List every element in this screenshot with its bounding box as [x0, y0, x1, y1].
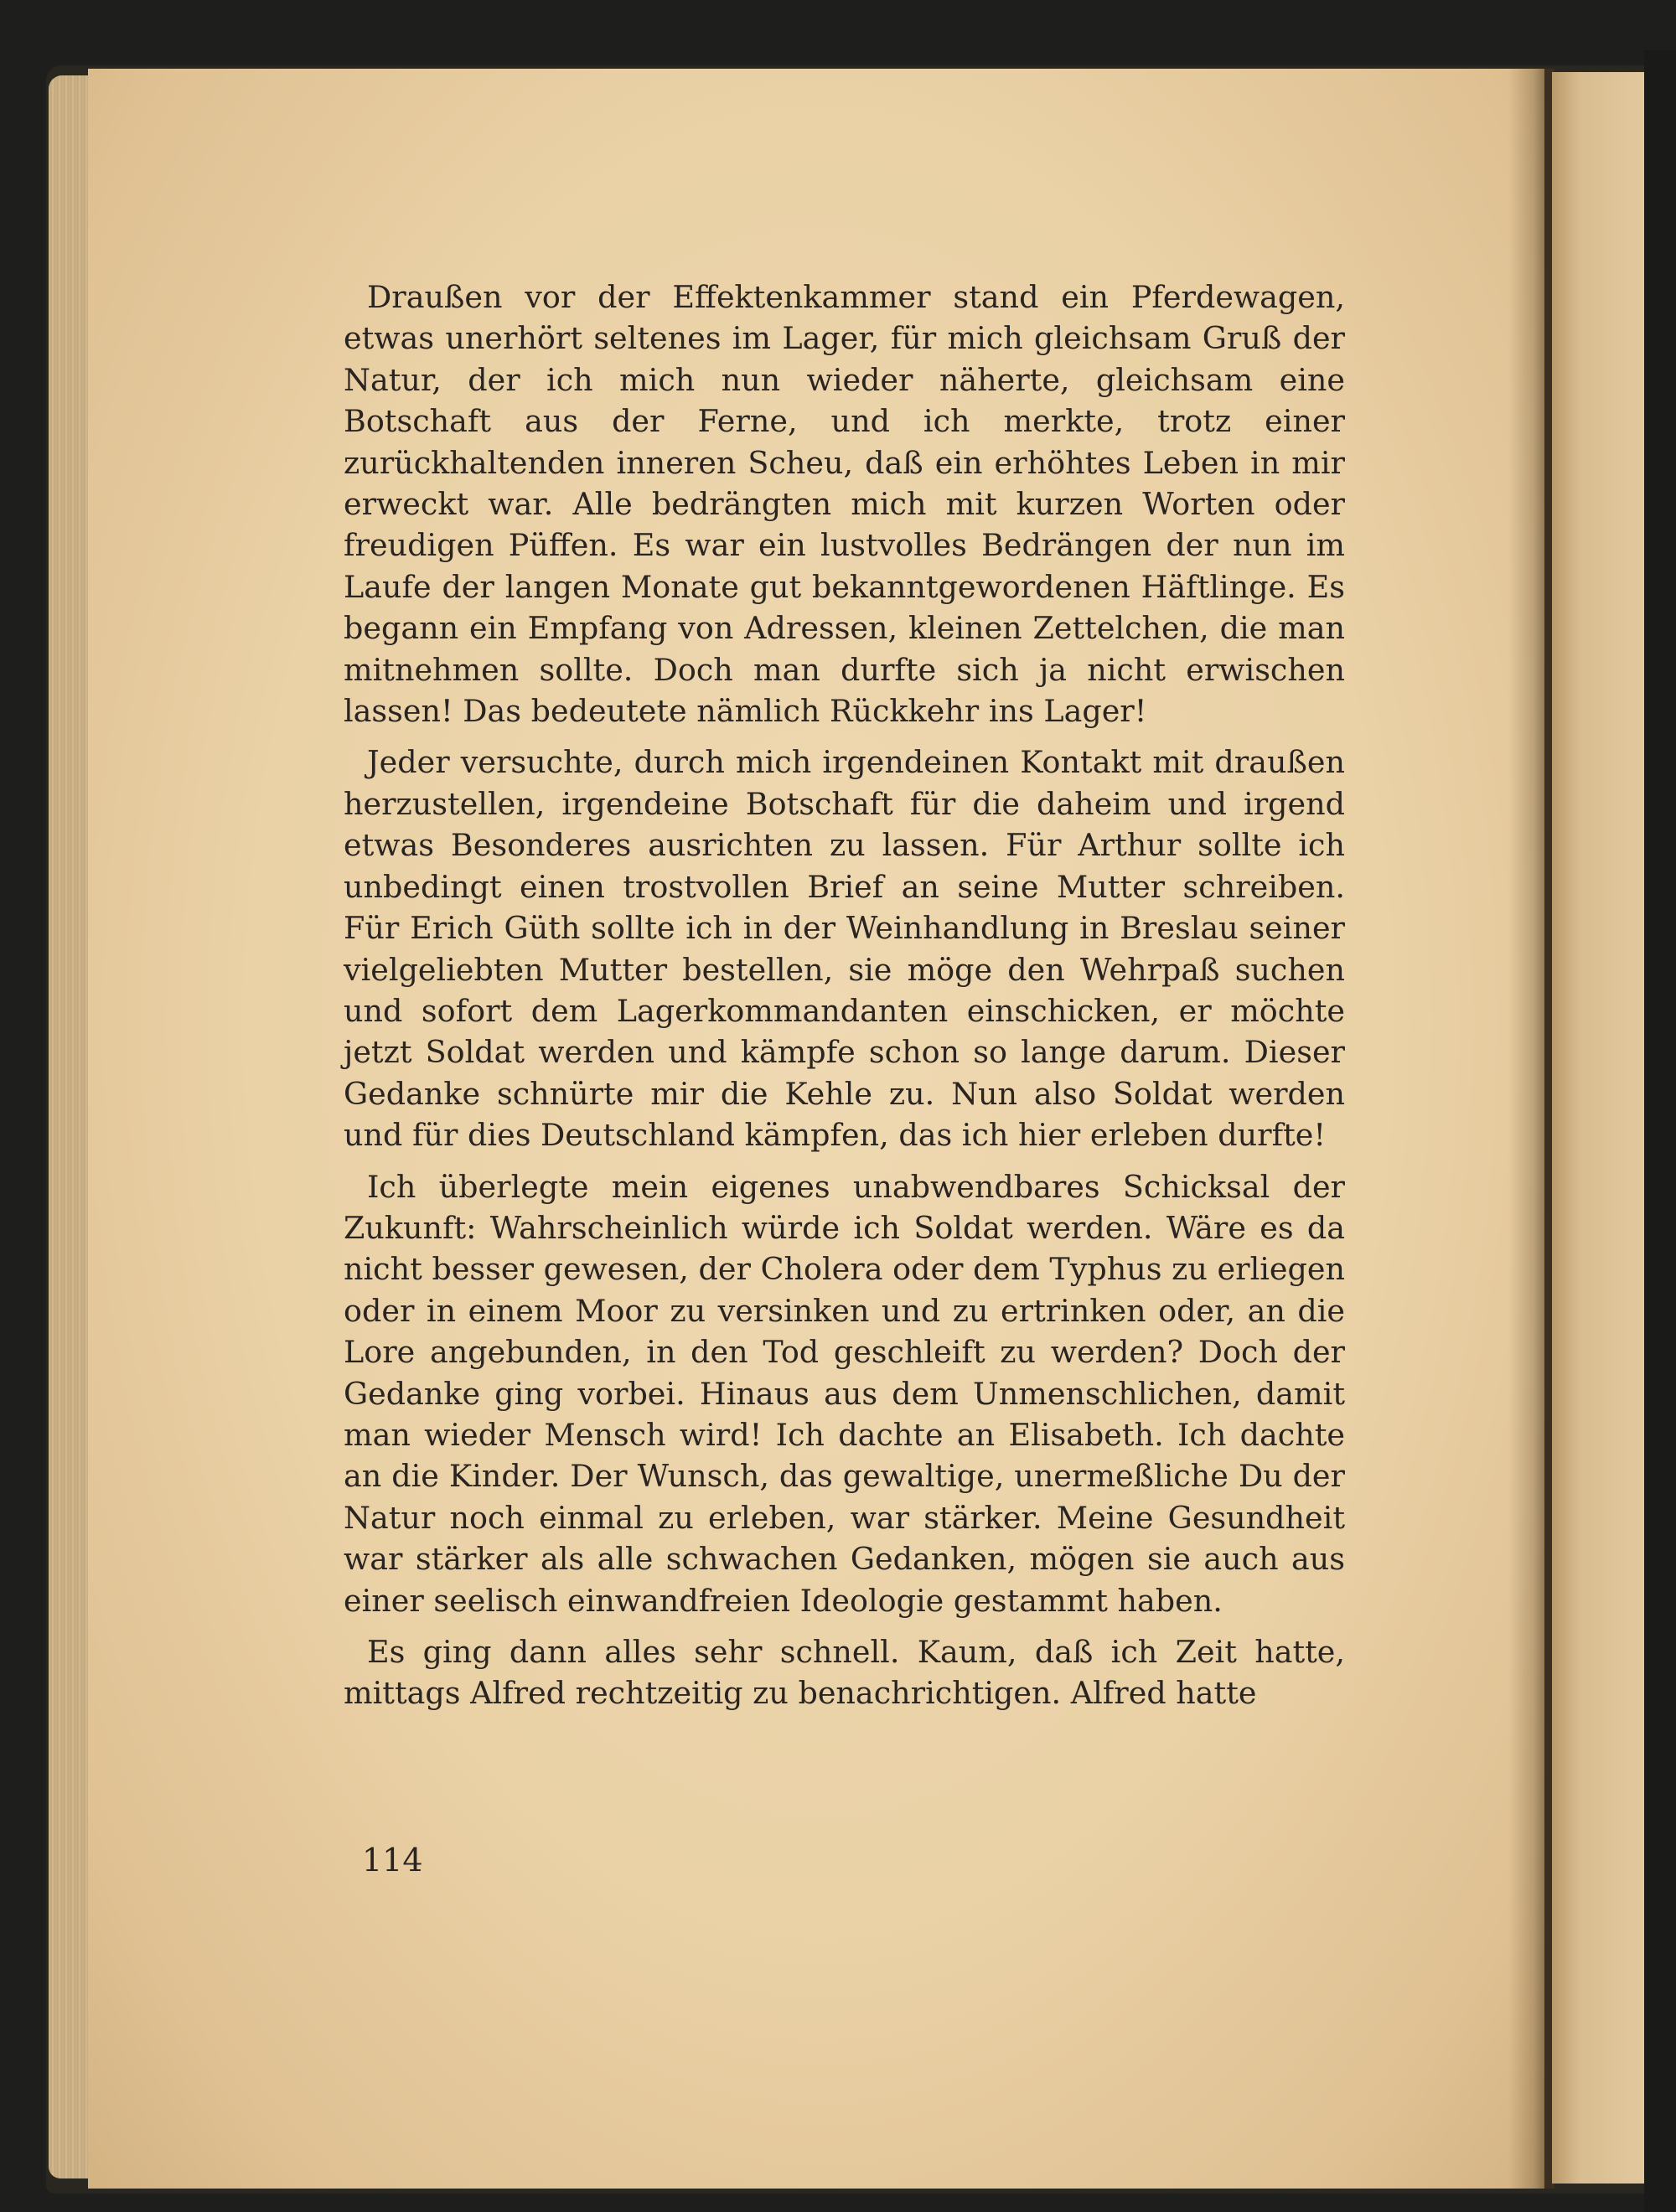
scan-border-right [1644, 50, 1676, 2212]
paragraph-4: Es ging dann alles sehr schnell. Kaum, daß ich Zeit hatte, mittags Alfred rechtzeitig zu benachrichtigen. Alfred hatte [344, 1634, 1345, 1712]
facing-page-edge [1552, 72, 1644, 2184]
paragraph-3: Ich überlegte mein eigenes unabwendbares Schicksal der Zukunft: Wahrscheinlich würde ich Soldat werden. Wäre es da nicht besser gewesen, der Cholera oder dem Typhus zu erliegen oder in einem Moor zu versinken und zu ertrinken oder, an die Lore angebunden, in den Tod geschleift zu werden? Doch der Gedanke ging vorbei. Hinaus aus dem Unmenschlichen, damit man wieder Mensch wird! Ich dachte an Elisabeth. Ich dachte an die Kinder. Der Wunsch, das gewaltige, unermeßliche Du der Natur noch einmal zu erleben, war stärker. Meine Gesundheit war stärker als alle schwachen Gedanken, mögen sie auch aus einer seelisch einwandfreien Ideologie gestammt haben. [344, 1168, 1345, 1619]
page-number: 114 [362, 1842, 423, 1879]
body-text [344, 276, 1345, 1724]
paragraph-2: Jeder versuchte, durch mich irgendeinen Kontakt mit draußen herzustellen, irgendeine Botschaft für die daheim und irgend etwas Besonderes ausrichten zu lassen. Für Arthur sollte ich unbedingt einen trostvollen Brief an seine Mutter schreiben. Für Erich Güth sollte ich in der Weinhandlung in Breslau seiner vielgeliebten Mutter bestellen, sie möge den Wehrpaß suchen und sofort dem Lagerkommandanten einschicken, er möchte jetzt Soldat werden und kämpfe schon so lange darum. Dieser Gedanke schnürte mir die Kehle zu. Nun also Soldat werden und für dies Deutschland kämpfen, das ich hier erleben durfte! [344, 744, 1345, 1154]
paragraph-1: Draußen vor der Effektenkammer stand ein Pferdewagen, etwas unerhört seltenes im Lager, für mich gleichsam Gruß der Natur, der ich mich nun wieder näherte, gleichsam eine Botschaft aus der Ferne, und ich merkte, trotz einer zurückhaltenden inneren Scheu, daß ein erhöhtes Leben in mir erweckt war. Alle bedrängten mich mit kurzen Worten oder freudigen Püffen. Es war ein lustvolles Bedrängen der nun im Laufe der langen Monate gut bekanntgewordenen Häftlinge. Es begann ein Empfang von Adressen, kleinen Zettelchen, die man mitnehmen sollte. Doch man durfte sich ja nicht erwischen lassen! Das bedeutete nämlich Rückkehr ins Lager! [344, 279, 1345, 730]
